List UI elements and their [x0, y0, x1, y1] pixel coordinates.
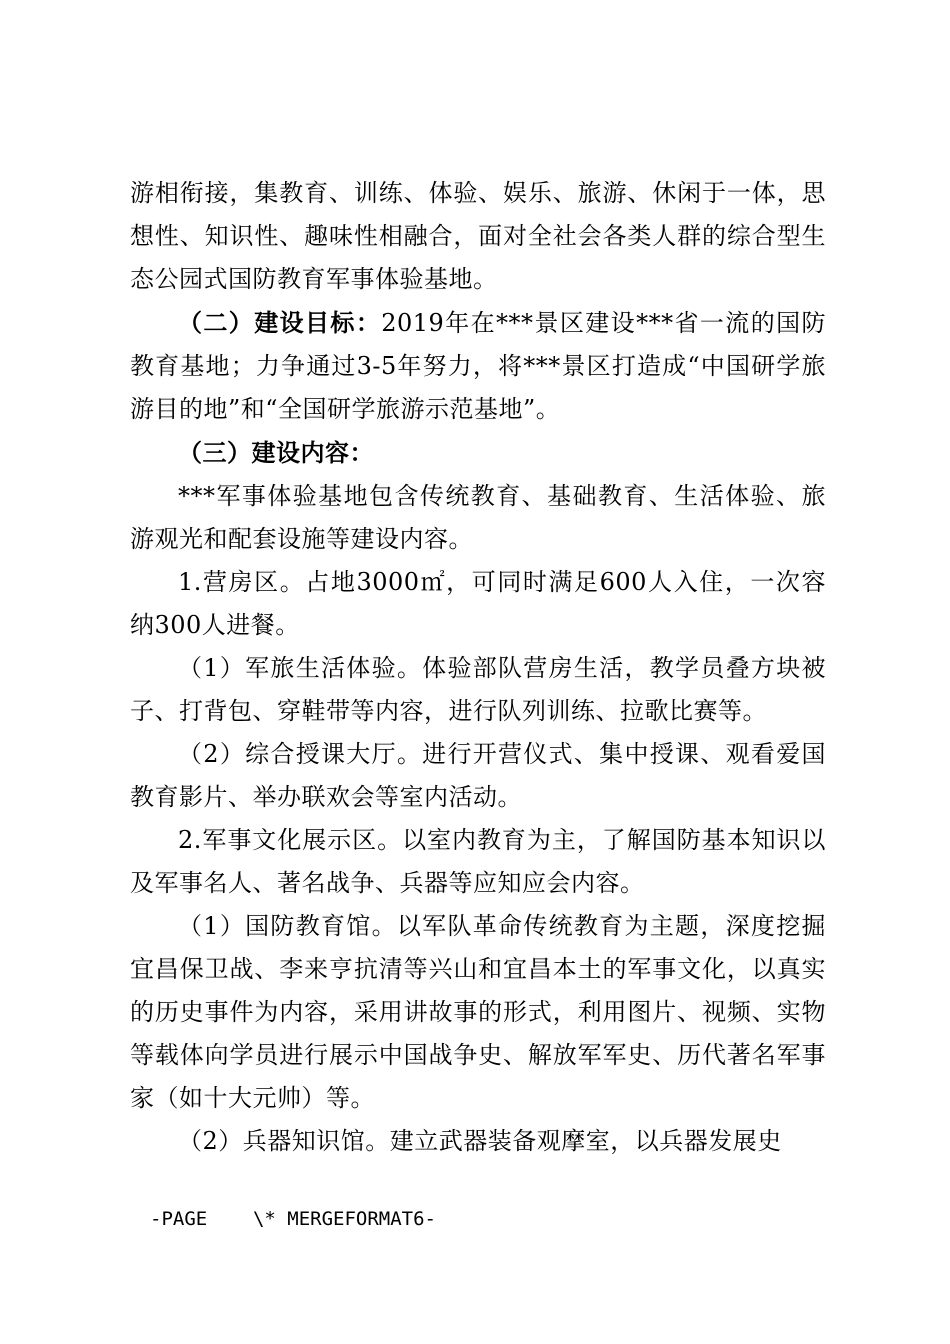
- section-heading-content: （三）建设内容：: [178, 438, 374, 467]
- page-footer: -PAGE \* MERGEFORMAT6-: [150, 1208, 436, 1230]
- paragraph-barracks-area: 1.营房区。占地3000㎡，可同时满足600人入住，一次容纳300人进餐。: [130, 568, 826, 639]
- paragraph-weapons-hall: （2）兵器知识馆。建立武器装备观摩室，以兵器发展史: [178, 1127, 782, 1155]
- paragraph-military-life: （1）军旅生活体验。体验部队营房生活，教学员叠方块被子、打背包、穿鞋带等内容，进行队列训练、拉歌比赛等。: [130, 654, 826, 725]
- paragraph-4: ***军事体验基地包含传统教育、基础教育、生活体验、旅游观光和配套设施等建设内容。: [130, 482, 826, 553]
- paragraph-culture-area: 2.军事文化展示区。以室内教育为主，了解国防基本知识以及军事名人、著名战争、兵器等应知应会内容。: [130, 826, 826, 897]
- paragraph-construction-goals: （二）建设目标：2019年在***景区建设***省一流的国防教育基地；力争通过3-5年努力，将***景区打造成“中国研学旅游目的地”和“全国研学旅游示范基地”。: [130, 308, 827, 423]
- paragraph-1: 游相衔接，集教育、训练、体验、娱乐、旅游、休闲于一体，思想性、知识性、趣味性相融合，面对全社会各类人群的综合型生态公园式国防教育军事体验基地。: [130, 179, 826, 293]
- section-heading-goals: （二）建设目标：: [178, 308, 382, 337]
- document-body: [130, 172, 826, 1163]
- paragraph-defense-museum: （1）国防教育馆。以军队革命传统教育为主题，深度挖掘宜昌保卫战、李来亨抗清等兴山和宜昌本土的军事文化，以真实的历史事件为内容，采用讲故事的形式，利用图片、视频、实物等载体向学员进行展示中国战争史、解放军军史、历代著名军事家（如十大元帅）等。: [130, 912, 826, 1112]
- paragraph-construction-content-heading: [130, 431, 826, 475]
- paragraph-lecture-hall: （2）综合授课大厅。进行开营仪式、集中授课、观看爱国教育影片、举办联欢会等室内活动。: [130, 740, 826, 811]
